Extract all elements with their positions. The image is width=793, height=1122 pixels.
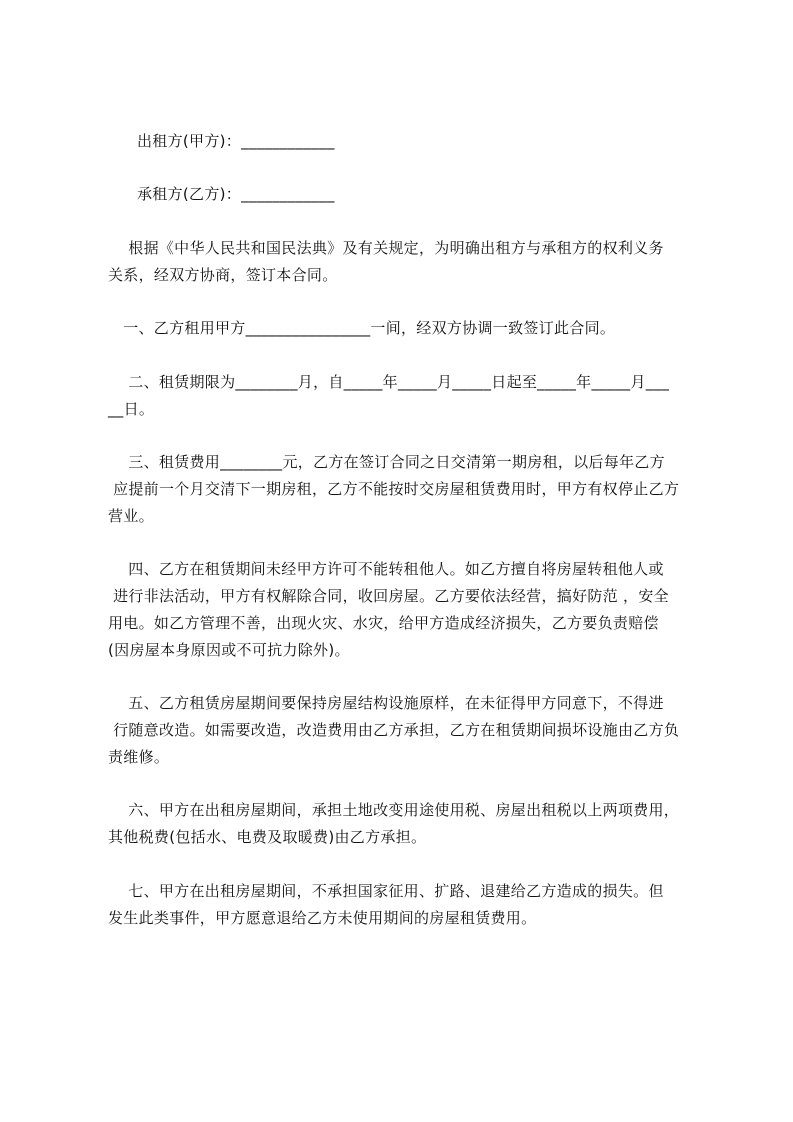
party-a-line: 出租方(甲方)：____________ (137, 132, 335, 150)
clause-4-line-2: 进行非法活动，甲方有权解除合同，收回房屋。乙方要依法经营，搞好防范 ，安全 (108, 587, 669, 605)
clause-6-line-2: 其他税费(包括水、电费及取暖费)由乙方承担。 (108, 828, 427, 846)
clause-7-line-2: 发生此类事件，甲方愿意退给乙方未使用期间的房屋租赁费用。 (108, 909, 537, 927)
clause-2-line-2: __日。 (108, 400, 155, 418)
clause-3-line-3: 营业。 (108, 507, 154, 525)
clause-5-line-3: 责维修。 (108, 748, 170, 766)
preamble-line-2: 关系，经双方协商，签订本合同。 (108, 266, 338, 284)
clause-4-line-1: 四、乙方在租赁期间未经甲方许可不能转租他人。如乙方擅自将房屋转租他人或 (108, 560, 664, 578)
clause-5-line-2: 行随意改造。如需要改造，改造费用由乙方承担，乙方在租赁期间损坏设施由乙方负 (108, 721, 680, 739)
clause-3-line-1: 三、租赁费用________元，乙方在签订合同之日交清第一期房租，以后每年乙方 (108, 453, 665, 471)
clause-5-line-1: 五、乙方租赁房屋期间要保持房屋结构设施原样，在未征得甲方同意下，不得进 (108, 694, 664, 712)
clause-7-line-1: 七、甲方在出租房屋期间，不承担国家征用、扩路、退建给乙方造成的损失。但 (108, 882, 664, 900)
clause-4-line-3: 用电。如乙方管理不善，出现火灾、水灾，给甲方造成经济损失，乙方要负责赔偿 (108, 614, 659, 632)
clause-1-line-1: 一、乙方租用甲方________________一间，经双方协调一致签订此合同。 (108, 319, 616, 337)
preamble-line-1: 根据《中华人民共和国民法典》及有关规定，为明确出租方与承租方的权利义务 (108, 239, 664, 257)
clause-2-line-1: 二、租赁期限为________月，自_____年_____月_____日起至_____年_____月___ (108, 373, 670, 391)
clause-6-line-1: 六、甲方在出租房屋期间，承担土地改变用途使用税、房屋出租税以上两项费用， (108, 801, 680, 819)
party-b-line: 承租方(乙方)：____________ (137, 185, 335, 203)
clause-3-line-2: 应提前一个月交清下一期房租，乙方不能按时交房屋租赁费用时，甲方有权停止乙方 (108, 480, 680, 498)
clause-4-line-4: (因房屋本身原因或不可抗力除外)。 (108, 641, 350, 659)
